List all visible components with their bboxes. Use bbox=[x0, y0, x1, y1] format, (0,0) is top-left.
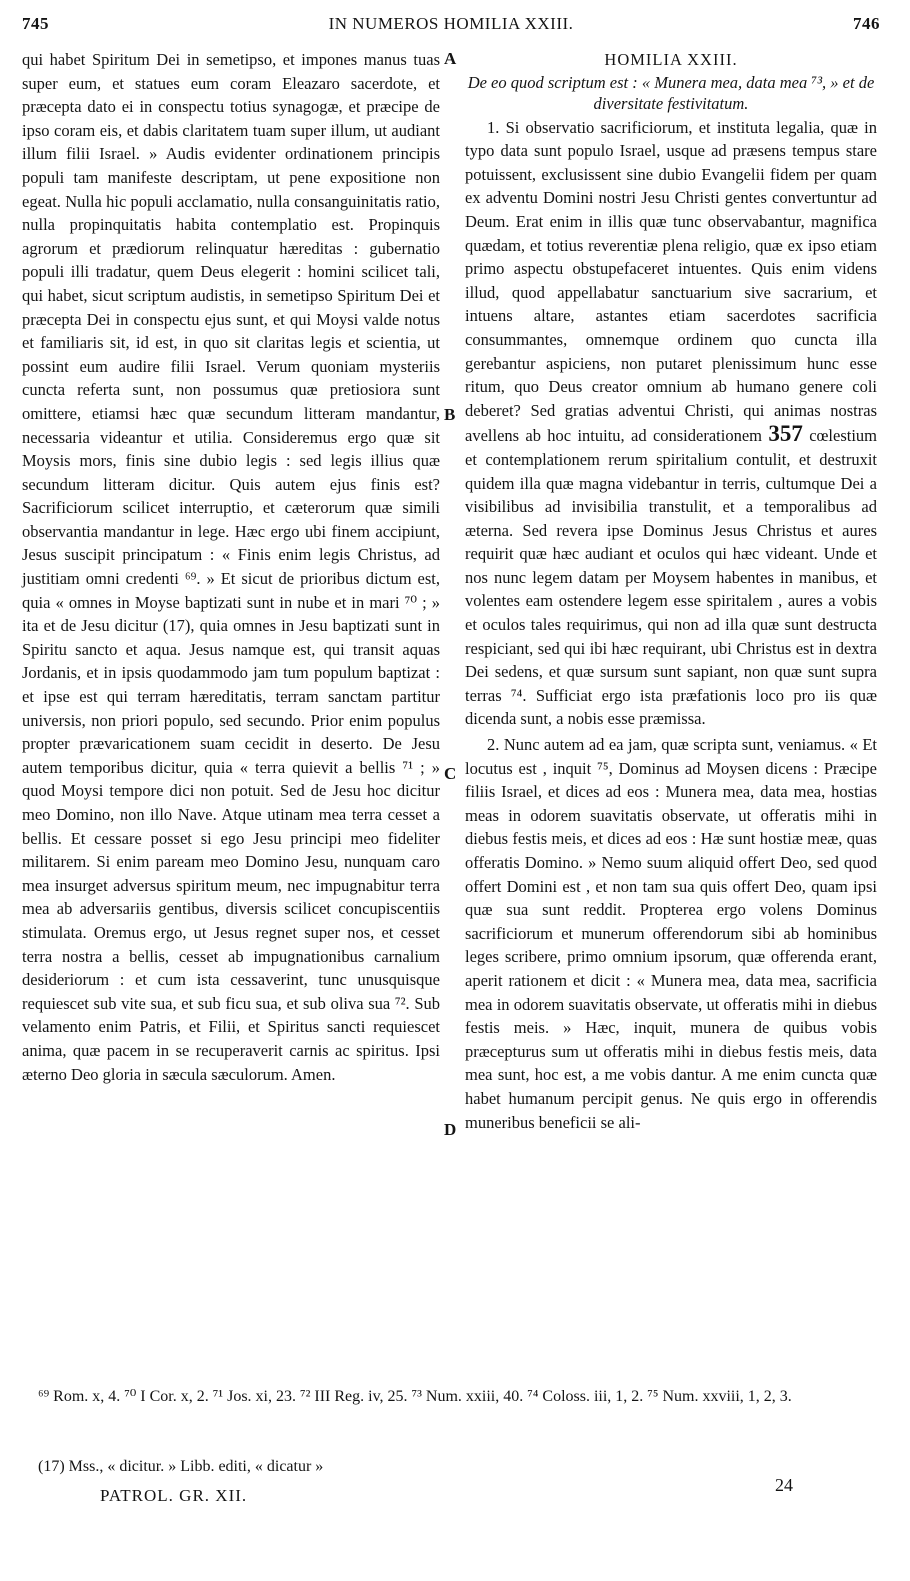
left-column bbox=[22, 48, 440, 1086]
margin-letter-d: D bbox=[444, 1120, 457, 1139]
paragraph-1-after: cœlestium et contemplationem rerum spiritalium contulit, et destruxit quidem illa quæ magna videbantur in terris, cultumque Dei a visibilibus ad invisibilia transtulit, et a temporalibus ad æterna. Sed revera ipse Dominus Jesus Christus et aures requirit quæ hæc audiant et oculos qui hæc videant. Unde et nos nunc legem datam per Moysem habentes in manibus, et volentes eam ostendere legem esse spiritalem , aures a vobis et oculos tales requirimus, qui non ad illa quæ sunt destructa respiciant, sed qui ibi hæc requirant, ubi Christus est in dextra Dei sedens, et quæ sursum sunt sapiant, non quæ sunt supra terras ⁷⁴. Sufficiat ergo ista præfationis loco pro iis quæ dicenda sunt, a nobis esse præmissa. bbox=[465, 426, 878, 729]
homily-title: HOMILIA XXIII. bbox=[604, 50, 738, 69]
margin-letter-b: B bbox=[444, 405, 456, 424]
paragraph-2: 2. Nunc autem ad ea jam, quæ scripta sunt, veniamus. « Et locutus est , inquit ⁷⁵, Dominus ad Moysen dicens : Præcipe filiis Israel, et dices ad eos : Munera mea, data mea, hostias meas in odorem suavitatis observate, ut offeratis mihi in diebus festis meis, et dices ad eos : Hæ sunt hostiæ meæ, quas offeratis Domino. » Nemo suum aliquid offert Deo, sed quod offert Domini est , et non tam sua quis offert Deo, quam ipsi quæ sua sunt reddit. Propterea ergo volens Dominus sacrificiorum et munerum offerendorum sibi ab hominibus leges scribere, primo omnium ipsorum, quæ offerenda erant, aperit rationem et dicit : « Munera mea, data mea, sacrificia mea in odorem suavitatis observate, ut offeratis mihi in diebus festis meis. » Hæc, inquit, munera de quibus vobis præcepturus sum ut offeratis mihi in diebus festis meis, data mea sunt, hoc est, a me vobis dantur. A me enim cuncta quæ habet humanum percipit genus. Ne quis ergo in offerendis muneribus beneficii se ali- bbox=[465, 735, 877, 1132]
left-column-text: qui habet Spiritum Dei in semetipso, et impones manus tuas super eum, et statues eum coram Eleazaro sacerdote, et præcepta dato ei in conspectu totius synagogæ, et præcipe de ipso coram eis, et dabis claritatem tuam super illum, ut audiant illum filii Israel. » Audis evidenter ordinationem principis populi tam manifeste descriptam, ut pene expositione non egeat. Nulla hic populi acclamatio, nulla consanguinitatis ratio, nulla propinquitatis habita contemplatio est. Propinquis agrorum et prædiorum relinquatur hæreditas : gubernatio populi illi tradatur, quem Deus elegerit : homini scilicet tali, qui habet, sicut scriptum audistis, in semetipso Spiritum Dei et præcepta Dei in conspectu ejus sunt, et qui Moysi valde notus et familiaris sit, id est, in quo sit claritas legis et scientia, ut possint eum audire filii Israel. Verum quoniam mysteriis cuncta referta sunt, non possumus quæ pretiosiora sunt omittere, etiamsi hæc quæ secundum litteram mandantur, necessaria videantur et utilia. Consideremus ergo quæ sit Moysis mors, finis sine dubio legis : sed legis illius quæ secundum litteram dicitur. Quis autem ejus finis est? Sacrificiorum scilicet interruptio, et cæterorum quæ simili observantia mandantur in lege. Hæc ergo ubi finem accipiunt, Jesus suscipit principatum : « Finis enim legis Christus, ad justitiam omni credenti ⁶⁹. » Et sicut de prioribus dictum est, quia « omnes in Moyse baptizati sunt in nube et in mari ⁷⁰ ; » ita et de Jesu dicitur (17), quia omnes in Jesu baptizati sunt in Spiritu sancto et aqua. Jesus namque est, qui transit aquas Jordanis, et in ipsis quodammodo jam tum populum baptizat : et ipse est qui terram hæreditatis, terram sanctam partitur universis, non priori populo, sed secundo. Prior enim populus propter prævaricationem suam cecidit in deserto. De Jesu autem temporibus dicitur, quia « terra quievit a bellis ⁷¹ ; » quod Moysi tempore dici non potuit. Sed de Jesu hoc dicitur meo Domino, non illo Nave. Atque utinam mea terra cesset a bellis. Et cessare posset si ego Jesu principi meo fideliter militarem. Si enim paream meo Domino Jesu, nunquam caro mea insurget adversus spiritum meum, nec impugnabitur terra mea ab adversariis gentibus, diversis scilicet concupiscentiis stimulata. Oremus ergo, ut Jesus regnet super nos, et cesset terra nostra a bellis, cesset ab impugnationibus carnalium desideriorum : et cum ista cessaverint, tunc unusquisque requiescet sub vite sua, et sub ficu sua, et sub oliva sua ⁷². Sub velamento enim Patris, et Filii, et Spiritus sancti requiescet anima, quæ pacem in se recuperaverit carnis ac spiritus. Ipsi æterno Deo gloria in sæcula sæculorum. Amen. bbox=[22, 50, 440, 1084]
margin-letter-a: A bbox=[444, 49, 457, 68]
footnote-17: (17) Mss., « dicitur. » Libb. editi, « dicatur » bbox=[38, 1458, 324, 1475]
page-marker: 357 bbox=[768, 421, 803, 447]
footnotes-scripture: ⁶⁹ Rom. x, 4. ⁷⁰ I Cor. x, 2. ⁷¹ Jos. xi, 23. ⁷² III Reg. iv, 25. ⁷³ Num. xxiii, 40. ⁷⁴ Coloss. iii, 1, 2. ⁷⁵ Num. xxviii, 1, 2, 3. bbox=[38, 1388, 792, 1405]
patrologia-signature: PATROL. GR. XII. bbox=[100, 1486, 248, 1505]
paragraph-1 bbox=[465, 116, 877, 731]
running-header bbox=[22, 14, 880, 38]
homily-subtitle: De eo quod scriptum est : « Munera mea, data mea ⁷³, » et de diversitate festivitatum. bbox=[467, 72, 875, 113]
gathering-signature: 24 bbox=[775, 1475, 793, 1495]
page-number-right: 746 bbox=[853, 14, 880, 33]
right-column bbox=[465, 48, 877, 1134]
margin-letter-c: C bbox=[444, 764, 457, 783]
paragraph-1-before: 1. Si observatio sacrificiorum, et instituta legalia, quæ in typo data sunt populo Israel, usque ad præsens tempus stare potuissent, exclusissent sine dubio Evangelii fidem per quam ex adventu Domini nostri Jesu Christi gentes convertuntur ad Deum. Erat enim in illis quæ tunc observabantur, magnifica quædam, et totius reverentiæ plena religio, quæ ex ipso etiam primo aspectu obstupefaceret intuentes. Quis enim videns illud, quod appellabatur sanctuarium sive sacrarium, et intuens altare, astantes etiam sacerdotes sacrificia consummantes, omnemque ordinem quo cuncta illa gerebantur aspiciens, non putaret plenissimum hunc esse ritum, quo Deus creator omnium ab humano genere coli deberet? Sed gratias adventui Christi, qui animas nostras avellens ab hoc intuitu, ad considerationem bbox=[465, 117, 877, 446]
running-title: IN NUMEROS HOMILIA XXIII. bbox=[328, 14, 574, 33]
page-number-left: 745 bbox=[22, 14, 49, 33]
